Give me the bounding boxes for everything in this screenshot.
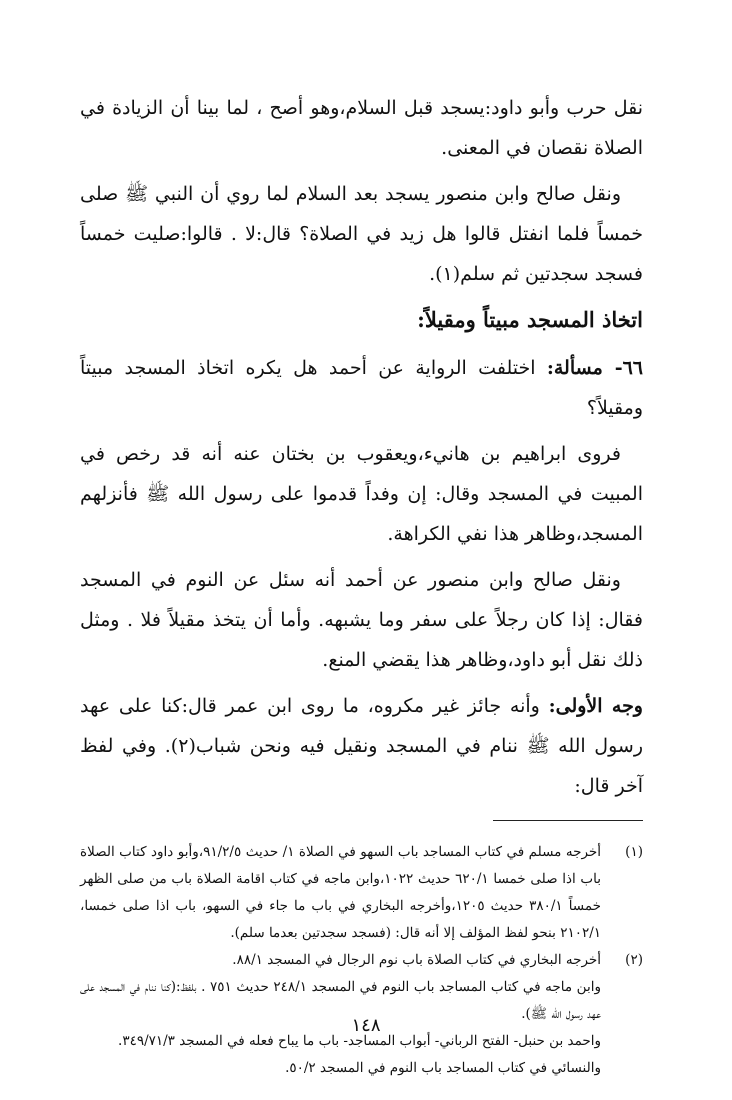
footnote-number: (٢): [625, 952, 643, 968]
footnote-line: أخرجه البخاري في كتاب الصلاة باب نوم الرجال في المسجد ٨٨/١.: [232, 952, 601, 968]
first-view-text: وأنه جائز غير مكروه، ما روى ابن عمر قال:كنا على عهد رسول الله ﷺ ننام في المسجد ونقيل فيه ونحن شباب(٢). وفي لفظ آخر قال:: [80, 695, 644, 797]
issue-text: اختلفت الرواية عن أحمد هل يكره اتخاذ المسجد مبيتاً ومقيلاً؟: [80, 357, 643, 419]
footnote-1: [80, 839, 643, 947]
paragraph-ibrahim-narration: فروى ابراهيم بن هانيء،ويعقوب بن بختان عنه أنه قد رخص في المبيت في المسجد وقال: إن وفداً قدموا على رسول الله ﷺ فأنزلهم المسجد،وظاهر هذا نفي الكراهة.: [80, 443, 643, 545]
issue-number-label: ٦٦- مسألة:: [546, 357, 643, 379]
page-body: [80, 88, 643, 1082]
issue-66: [80, 348, 643, 428]
page-number: ١٤٨: [351, 1015, 381, 1036]
footnote-body: [80, 839, 601, 947]
paragraph-salih-narration: ونقل صالح وابن منصور يسجد بعد السلام لما روي أن النبي ﷺ صلى خمساً فلما انفتل قالوا هل زيد في الصلاة؟ قال:لا . قالوا:صليت خمساً فسجد سجدتين ثم سلم(١).: [80, 183, 643, 285]
footnote-line: والنسائي في كتاب المساجد باب النوم في المسجد ٥٠/٢.: [285, 1060, 601, 1076]
footnote-number: (١): [625, 844, 643, 860]
footnote-divider: [493, 820, 643, 821]
footnote-line: واحمد بن حنبل- الفتح الرباني- أبواب المساجد- باب ما يباح فعله في المسجد ٣٤٩/٧١/٣.: [118, 1033, 601, 1049]
first-view-label: وجه الأولى:: [548, 695, 643, 717]
footnote-line: أخرجه مسلم في كتاب المساجد باب السهو في الصلاة ١/ حديث ٩١/٢/٥،وأبو داود كتاب الصلاة باب اذا صلى خمسا ٦٢٠/١ حديث ١٠٢٢،وابن ماجه في كتاب اقامة الصلاة باب من صلى الظهر خمساً ٣٨٠/١ حديث ١٢٠٥،وأخرجه البخاري في باب ما جاء في السهو، باب اذا صلى خمسا، ٢١٠٢/١ بنحو لفظ المؤلف إلا أنه قال: (فسجد سجدتين بعدما سلم).: [80, 844, 602, 941]
paragraph-hasb-narration: نقل حرب وأبو داود:يسجد قبل السلام،وهو أصح ، لما بينا أن الزيادة في الصلاة نقصان في المعنى.: [80, 97, 643, 159]
footnote-line: وابن ماجه في كتاب المساجد باب النوم في المسجد ٢٤٨/١ حديث ٧٥١ . بلفظ:(كنا ننام في المسجد على عهد رسول الله ﷺ).: [80, 979, 601, 1022]
section-heading: اتخاذ المسجد مبيتاً ومقيلاً:: [417, 307, 643, 332]
first-view-paragraph: [80, 686, 643, 806]
paragraph-sleep-in-mosque: ونقل صالح وابن منصور عن أحمد أنه سئل عن النوم في المسجد فقال: إذا كان رجلاً على سفر وما يشبهه. وأما أن يتخذ مقيلاً فلا . ومثل ذلك نقل أبو داود،وظاهر هذا يقضي المنع.: [80, 569, 643, 671]
